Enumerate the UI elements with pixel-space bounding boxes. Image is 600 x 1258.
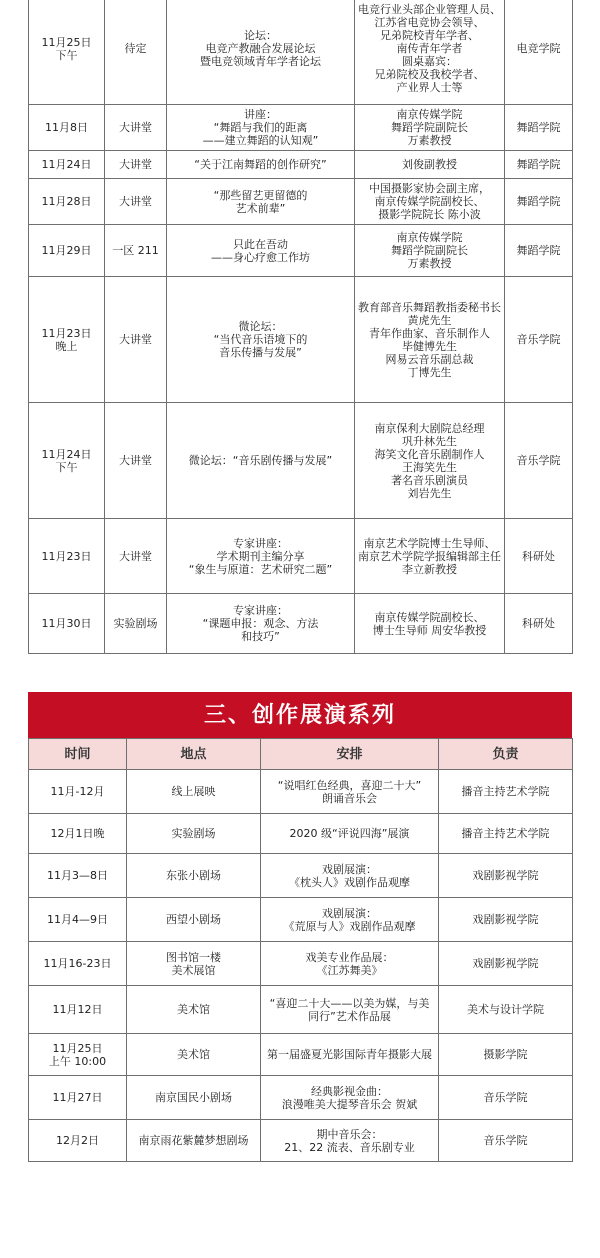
cell-text: 《江苏舞美》 (316, 963, 383, 977)
time-cell (29, 151, 105, 179)
cell-text: 下午 (55, 460, 78, 474)
cell-text: 音乐学院 (483, 1134, 528, 1147)
cell-text: 11月27日 (52, 1091, 103, 1104)
arrangement-cell (167, 403, 355, 519)
cell-text: 下午 (55, 48, 78, 62)
time-cell (29, 986, 127, 1034)
place-cell (127, 986, 261, 1034)
cell-text: 科研处 (522, 617, 555, 630)
cell-text: 11月30日 (41, 617, 92, 630)
cell-text: 艺术前辈” (235, 201, 286, 215)
cell-text: “喜迎二十大——以美为媒，与美 (269, 996, 430, 1010)
cell-text: 线上展映 (171, 785, 216, 798)
dept-cell (505, 277, 573, 403)
cell-text: 戏剧展演： (322, 906, 377, 920)
cell-text: 浪漫唯美大提琴音乐会 贺斌 (281, 1097, 418, 1111)
owner-cell (439, 1076, 573, 1120)
cell-text: “舞蹈与我们的距离 (213, 121, 308, 134)
section-title-banner (28, 692, 572, 734)
place-cell (105, 277, 167, 403)
guests-cell (355, 277, 505, 403)
dept-cell (505, 403, 573, 519)
cell-text: 王海笑先生 (402, 460, 457, 474)
cell-text: 戏剧影视学院 (472, 913, 539, 926)
time-cell (29, 519, 105, 594)
cell-text: 专家讲座： (233, 604, 288, 617)
cell-text: 南传青年学者 (396, 42, 463, 55)
cell-text: 南京传媒学院 (396, 231, 463, 244)
arrangement-cell (261, 1120, 439, 1162)
arrangement-cell (167, 277, 355, 403)
cell-text: 《枕头人》戏剧作品观摩 (289, 875, 410, 889)
arrangement-cell (167, 179, 355, 225)
cell-text: 讲座： (244, 108, 277, 121)
owner-cell (439, 986, 573, 1034)
cell-text: 南京国民小剧场 (155, 1091, 232, 1104)
dept-cell (505, 594, 573, 654)
cell-text: ——身心疗愈工作坊 (211, 250, 310, 264)
cell-text: 期中音乐会： (316, 1127, 383, 1141)
cell-text: 南京艺术学院学报编辑部主任 (358, 549, 501, 563)
cell-text: 万素教授 (407, 257, 452, 270)
cell-text: 同行”艺术作品展 (308, 1009, 391, 1023)
guests-cell (355, 151, 505, 179)
header-place: 地点 (127, 739, 261, 770)
cell-text: 毕健博先生 (402, 339, 457, 353)
place-cell (127, 942, 261, 986)
time-cell (29, 814, 127, 854)
cell-text: 博士生导师 周安华教授 (372, 623, 487, 637)
table-row (29, 594, 573, 654)
cell-text: 南京雨花紫麓梦想剧场 (138, 1134, 249, 1147)
cell-text: 只此在吾动 (233, 237, 288, 251)
owner-cell (439, 898, 573, 942)
cell-text: 经典影视金曲： (311, 1084, 388, 1098)
cell-text: 南京传媒学院 (396, 108, 463, 121)
place-cell (127, 1076, 261, 1120)
cell-text: 大讲堂 (119, 158, 152, 171)
arrangement-cell (167, 0, 355, 105)
cell-text: 戏剧影视学院 (472, 957, 539, 970)
cell-text: 南京传媒学院副校长、 (374, 610, 485, 624)
cell-text: 教育部音乐舞蹈教指委秘书长 (358, 300, 501, 314)
cell-text: “象生与原道：艺术研究二题” (188, 562, 333, 576)
cell-text: 南京艺术学院博士生导师、 (363, 536, 496, 550)
guests-cell (355, 403, 505, 519)
cell-text: 11月24日 (41, 447, 92, 461)
arrangement-cell (167, 151, 355, 179)
time-cell (29, 942, 127, 986)
cell-text: 刘俊副教授 (402, 158, 457, 171)
cell-text: 学术期刊主编分享 (216, 549, 305, 563)
time-cell (29, 1120, 127, 1162)
place-cell (105, 105, 167, 151)
cell-text: 一区 211 (112, 244, 159, 257)
cell-text: 11月23日 (41, 326, 92, 340)
cell-text: 美术馆 (177, 1003, 210, 1016)
performance-section (28, 692, 572, 1162)
cell-text: 南京保利大剧院总经理 (374, 421, 485, 435)
cell-text: “说唱红色经典，喜迎二十大” (277, 778, 422, 792)
cell-text: 舞蹈学院 (516, 158, 561, 171)
cell-text: 海笑文化音乐剧制作人 (374, 447, 485, 461)
cell-text: 音乐传播与发展” (219, 346, 302, 359)
cell-text: 11月28日 (41, 195, 92, 208)
cell-text: 网易云音乐副总裁 (385, 352, 474, 366)
time-cell (29, 898, 127, 942)
cell-text: 微论坛：“音乐剧传播与发展” (188, 454, 333, 467)
table-row (29, 403, 573, 519)
table-row (29, 1076, 573, 1120)
cell-text: ——建立舞蹈的认知观” (202, 134, 319, 147)
cell-text: 圆桌嘉宾： (402, 55, 457, 68)
table-row (29, 770, 573, 814)
table-row (29, 1034, 573, 1076)
dept-cell (505, 0, 573, 105)
cell-text: 11月8日 (45, 121, 88, 134)
cell-text: 11月16-23日 (43, 957, 112, 970)
guests-cell (355, 594, 505, 654)
table-row (29, 986, 573, 1034)
arrangement-cell (261, 1034, 439, 1076)
guests-cell (355, 105, 505, 151)
place-cell (105, 519, 167, 594)
owner-cell (439, 1034, 573, 1076)
arrangement-cell (167, 594, 355, 654)
cell-text: 上午 10:00 (48, 1054, 107, 1068)
time-cell (29, 179, 105, 225)
cell-text: 播音主持艺术学院 (461, 785, 550, 798)
cell-text: 播音主持艺术学院 (461, 827, 550, 840)
dept-cell (505, 151, 573, 179)
cell-text: 待定 (124, 42, 147, 55)
header-time: 时间 (29, 739, 127, 770)
cell-text: 江苏省电竞协会领导、 (374, 16, 485, 29)
dept-cell (505, 179, 573, 225)
cell-text: 著名音乐剧演员 (391, 473, 468, 487)
owner-cell (439, 854, 573, 898)
cell-text: 舞蹈学院副院长 (391, 121, 468, 134)
cell-text: 实验剧场 (171, 827, 216, 840)
cell-text: 大讲堂 (119, 454, 152, 467)
cell-text: 东张小剧场 (166, 869, 221, 882)
cell-text: “那些留艺更留德的 (213, 188, 308, 202)
cell-text: 李立新教授 (402, 562, 457, 576)
place-cell (105, 179, 167, 225)
cell-text: 微论坛： (238, 320, 283, 333)
cell-text: 西望小剧场 (166, 913, 221, 926)
cell-text: 11月4—9日 (47, 913, 108, 926)
cell-text: 产业界人士等 (396, 81, 463, 94)
arrangement-cell (167, 519, 355, 594)
cell-text: 兄弟院校及我校学者、 (374, 68, 485, 81)
lecture-schedule-body (29, 0, 573, 654)
cell-text: 戏美专业作品展： (305, 950, 394, 964)
cell-text: 和技巧” (241, 630, 280, 643)
header-owner: 负责 (439, 739, 573, 770)
header-arrangement: 安排 (261, 739, 439, 770)
cell-text: 舞蹈学院 (516, 244, 561, 257)
cell-text: “关于江南舞蹈的创作研究” (194, 158, 327, 171)
cell-text: 11月29日 (41, 244, 92, 257)
dept-cell (505, 225, 573, 277)
owner-cell (439, 942, 573, 986)
lecture-schedule-table (28, 0, 573, 654)
place-cell (127, 854, 261, 898)
owner-cell (439, 814, 573, 854)
cell-text: 暨电竞领域青年学者论坛 (200, 55, 321, 68)
cell-text: 中国摄影家协会副主席， (369, 182, 490, 195)
cell-text: 大讲堂 (119, 549, 152, 563)
cell-text: 专家讲座： (233, 536, 288, 550)
performance-schedule-body (29, 770, 573, 1162)
cell-text: 美术馆 (177, 1048, 210, 1061)
table-row (29, 179, 573, 225)
place-cell (105, 594, 167, 654)
cell-text: 音乐学院 (516, 333, 561, 346)
cell-text: 电竞行业头部企业管理人员、 (358, 3, 501, 16)
time-cell (29, 225, 105, 277)
cell-text: 刘岩先生 (407, 486, 452, 500)
time-cell (29, 854, 127, 898)
cell-text: 科研处 (522, 549, 555, 563)
table-row (29, 519, 573, 594)
table-row (29, 942, 573, 986)
table-row (29, 814, 573, 854)
cell-text: 万素教授 (407, 134, 452, 147)
dept-cell (505, 519, 573, 594)
cell-text: 第一届盛夏光影国际青年摄影大展 (267, 1048, 432, 1061)
cell-text: 音乐学院 (483, 1091, 528, 1104)
table-header-row (29, 739, 573, 770)
section-title: 三、创作展演系列 (203, 702, 396, 728)
guests-cell (355, 179, 505, 225)
time-cell (29, 594, 105, 654)
place-cell (105, 151, 167, 179)
cell-text: 舞蹈学院副院长 (391, 244, 468, 257)
performance-schedule-table (28, 738, 573, 1162)
time-cell (29, 770, 127, 814)
cell-text: 12月1日晚 (50, 827, 105, 840)
cell-text: 电竞学院 (516, 42, 561, 55)
cell-text: 大讲堂 (119, 333, 152, 346)
arrangement-cell (261, 770, 439, 814)
cell-text: 11月25日 (41, 35, 92, 49)
cell-text: 巩升林先生 (402, 434, 457, 448)
place-cell (127, 814, 261, 854)
cell-text: 兄弟院校青年学者、 (380, 29, 479, 42)
cell-text: 12月2日 (56, 1134, 99, 1147)
cell-text: 21、22 流表、音乐剧专业 (284, 1140, 415, 1154)
cell-text: 青年作曲家、音乐制作人 (369, 326, 490, 340)
cell-text: 11月3—8日 (47, 869, 108, 882)
time-cell (29, 277, 105, 403)
cell-text: 戏剧影视学院 (472, 869, 539, 882)
table-row (29, 151, 573, 179)
cell-text: 黄虎先生 (407, 313, 452, 327)
place-cell (105, 0, 167, 105)
cell-text: 丁博先生 (407, 365, 452, 379)
cell-text: 11月24日 (41, 158, 92, 171)
place-cell (105, 225, 167, 277)
cell-text: 大讲堂 (119, 195, 152, 208)
table-row (29, 898, 573, 942)
cell-text: 11月23日 (41, 549, 92, 563)
cell-text: 11月12日 (52, 1003, 103, 1016)
cell-text: 2020 级“评说四海”展演 (289, 827, 410, 840)
guests-cell (355, 225, 505, 277)
guests-cell (355, 0, 505, 105)
time-cell (29, 105, 105, 151)
table-row (29, 277, 573, 403)
time-cell (29, 403, 105, 519)
place-cell (127, 770, 261, 814)
arrangement-cell (261, 942, 439, 986)
cell-text: 美术展馆 (171, 963, 216, 977)
table-row (29, 1120, 573, 1162)
place-cell (127, 1034, 261, 1076)
cell-text: 11月-12月 (50, 785, 105, 798)
time-cell (29, 0, 105, 105)
arrangement-cell (261, 854, 439, 898)
place-cell (127, 1120, 261, 1162)
cell-text: “课题申报：观念、方法 (202, 617, 319, 630)
cell-text: 11月25日 (52, 1041, 103, 1055)
cell-text: 摄影学院院长 陈小波 (378, 208, 481, 221)
cell-text: 舞蹈学院 (516, 195, 561, 208)
cell-text: 戏剧展演： (322, 862, 377, 876)
time-cell (29, 1034, 127, 1076)
owner-cell (439, 770, 573, 814)
guests-cell (355, 519, 505, 594)
table-row (29, 225, 573, 277)
cell-text: 美术与设计学院 (467, 1003, 544, 1016)
place-cell (105, 403, 167, 519)
cell-text: 摄影学院 (483, 1048, 528, 1061)
cell-text: 图书馆一楼 (166, 950, 221, 964)
cell-text: 南京传媒学院副校长、 (374, 195, 485, 208)
cell-text: 《荒原与人》戏剧作品观摩 (283, 919, 416, 933)
cell-text: 音乐学院 (516, 454, 561, 467)
table-row (29, 0, 573, 105)
cell-text: “当代音乐语境下的 (213, 333, 308, 346)
cell-text: 大讲堂 (119, 121, 152, 134)
place-cell (127, 898, 261, 942)
cell-text: 晚上 (55, 339, 78, 353)
cell-text: 舞蹈学院 (516, 121, 561, 134)
cell-text: 论坛： (244, 29, 277, 42)
arrangement-cell (261, 814, 439, 854)
dept-cell (505, 105, 573, 151)
cell-text: 朗诵音乐会 (322, 791, 377, 805)
arrangement-cell (167, 105, 355, 151)
owner-cell (439, 1120, 573, 1162)
time-cell (29, 1076, 127, 1120)
arrangement-cell (261, 986, 439, 1034)
table-row (29, 105, 573, 151)
cell-text: 实验剧场 (113, 617, 158, 630)
arrangement-cell (261, 1076, 439, 1120)
table-row (29, 854, 573, 898)
arrangement-cell (261, 898, 439, 942)
arrangement-cell (167, 225, 355, 277)
cell-text: 电竞产教融合发展论坛 (205, 42, 316, 55)
